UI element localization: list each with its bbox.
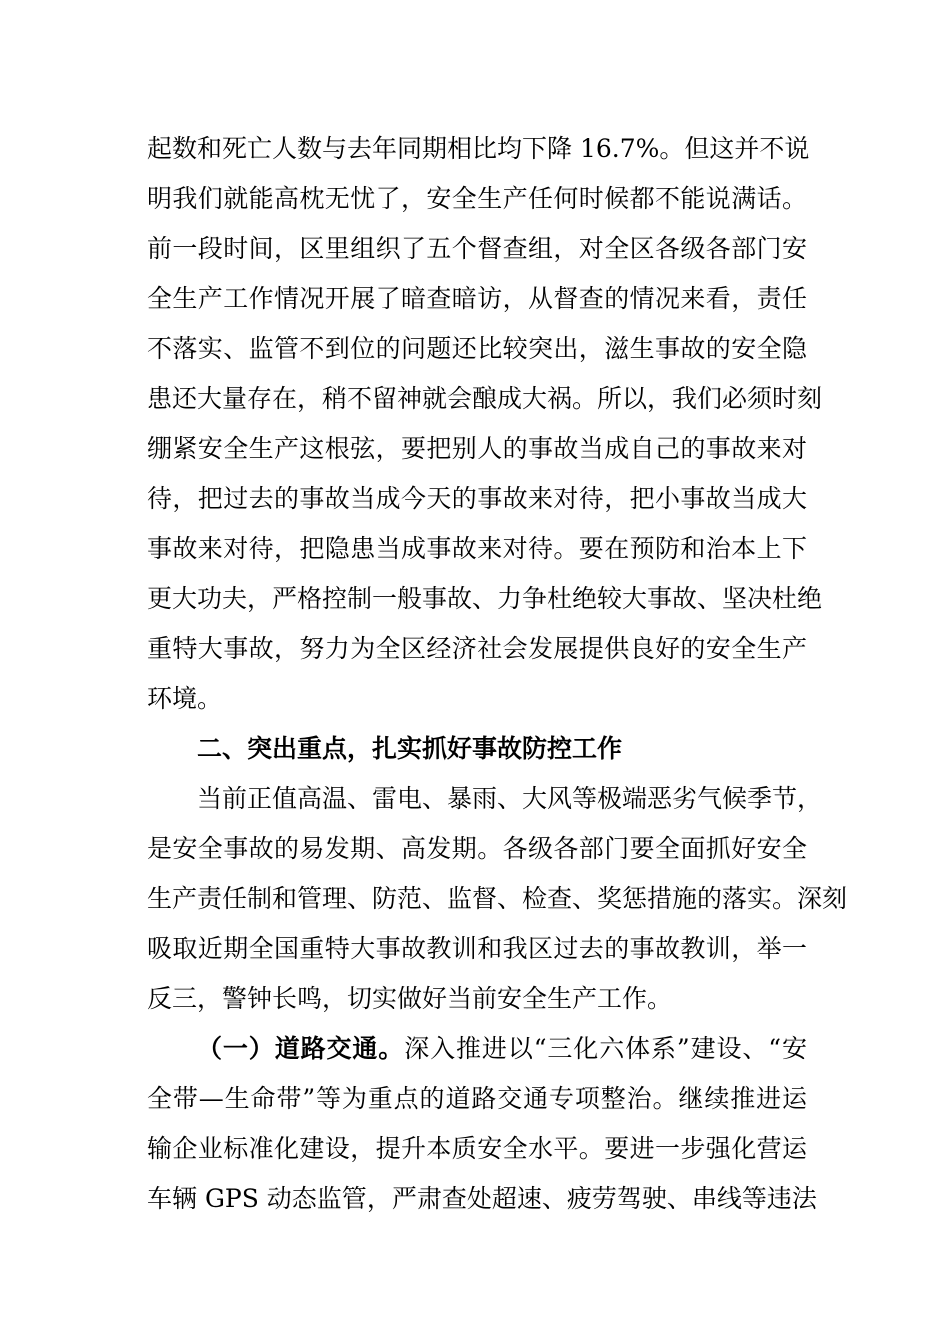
paragraph-line: 重特大事故，努力为全区经济社会发展提供良好的安全生产 [147,634,807,663]
paragraph-line: 当前正值高温、雷电、暴雨、大风等极端恶劣气候季节， [197,784,823,813]
paragraph-line: 环境。 [147,684,223,713]
paragraph-line: 事故来对待，把隐患当成事故来对待。要在预防和治本上下 [147,534,807,563]
paragraph-line: 车辆 GPS 动态监管，严肃查处超速、疲劳驾驶、串线等违法 [147,1184,817,1213]
paragraph-line [197,1024,807,1074]
paragraph-line: 反三，警钟长鸣，切实做好当前安全生产工作。 [147,984,673,1013]
paragraph-line: 输企业标准化建设，提升本质安全水平。要进一步强化营运 [147,1134,807,1163]
subsection-title: （一）道路交通。 [197,1034,405,1063]
paragraph-line: 吸取近期全国重特大事故教训和我区过去的事故教训，举一 [147,934,807,963]
paragraph-line: 起数和死亡人数与去年同期相比均下降 16.7%。但这并不说 [147,134,810,163]
paragraph-line: 绷紧安全生产这根弦，要把别人的事故当成自己的事故来对 [147,434,807,463]
paragraph-line: 生产责任制和管理、防范、监督、检查、奖惩措施的落实。深刻 [147,884,848,913]
paragraph-line: 全生产工作情况开展了暗查暗访，从督查的情况来看，责任 [147,284,807,313]
paragraph-text: 深入推进以“三化六体系”建设、“安 [404,1034,807,1063]
paragraph-line: 患还大量存在，稍不留神就会酿成大祸。所以，我们必须时刻 [147,384,823,413]
paragraph-line: 不落实、监管不到位的问题还比较突出，滋生事故的安全隐 [147,334,807,363]
paragraph-line: 全带—生命带”等为重点的道路交通专项整治。继续推进运 [147,1084,807,1113]
paragraph-line: 是安全事故的易发期、高发期。各级各部门要全面抓好安全 [147,834,807,863]
paragraph-line: 前一段时间，区里组织了五个督查组，对全区各级各部门安 [147,234,807,263]
paragraph-line: 待，把过去的事故当成今天的事故来对待，把小事故当成大 [147,484,807,513]
section-heading: 二、突出重点，扎实抓好事故防控工作 [197,734,623,763]
paragraph-line: 明我们就能高枕无忧了，安全生产任何时候都不能说满话。 [147,184,807,213]
paragraph-line: 更大功夫，严格控制一般事故、力争杜绝较大事故、坚决杜绝 [147,584,823,613]
